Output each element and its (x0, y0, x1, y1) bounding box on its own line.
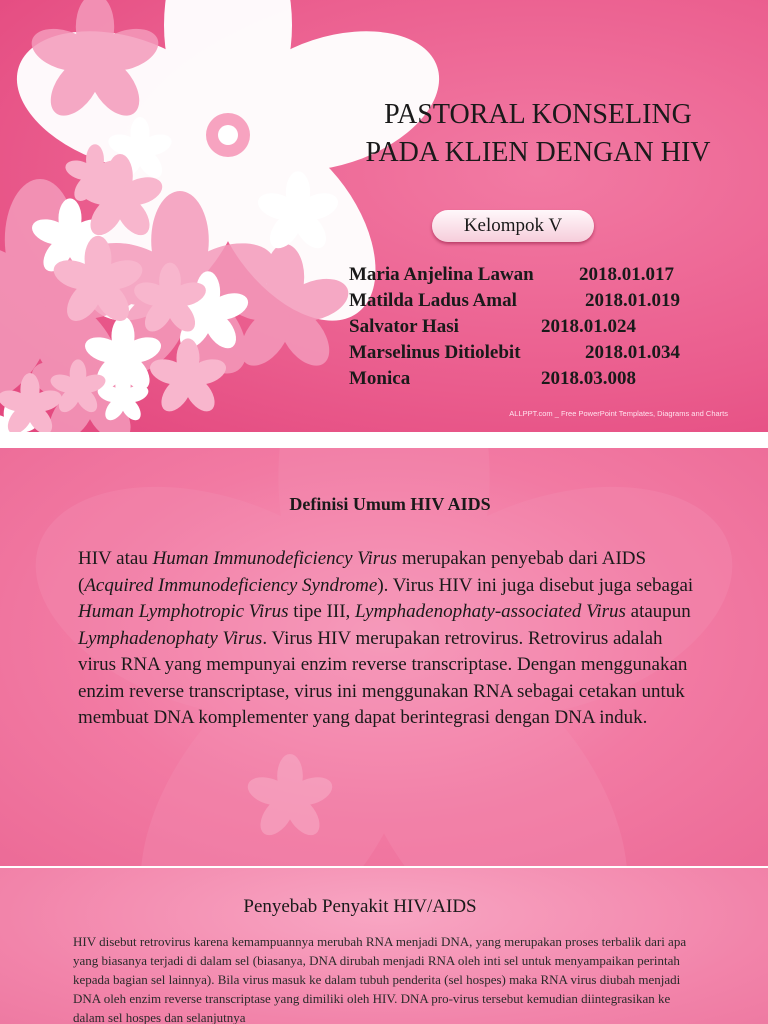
text-run: ( (78, 574, 85, 596)
definition-paragraph (78, 546, 698, 732)
text-run: HIV atau (78, 548, 153, 569)
member-name: Marselinus Ditiolebit (349, 342, 521, 363)
member-name: Monica (349, 368, 411, 389)
group-badge: Kelompok V (432, 210, 594, 242)
member-id: 2018.01.024 (541, 316, 636, 337)
text-run-italic: Acquired Immunodeficiency Syndrome (84, 574, 378, 596)
text-run-italic: Lymphadenophaty-associated Virus (355, 601, 626, 622)
text-run-italic: Lymphadenophaty Virus (78, 627, 263, 649)
slide-gap (0, 432, 768, 448)
text-run: ataupun (625, 601, 691, 622)
slide-heading: Definisi Umum HIV AIDS (289, 494, 491, 514)
member-name: Maria Anjelina Lawan (349, 264, 534, 285)
member-name: Salvator Hasi (349, 316, 459, 337)
title-slide (0, 0, 768, 432)
member-name: Matilda Ladus Amal (349, 290, 517, 311)
template-footer: ALLPPT.com _ Free PowerPoint Templates, Diagrams and Charts (509, 409, 728, 418)
cause-paragraph: HIV disebut retrovirus karena kemampuannya merubah RNA menjadi DNA, yang merupakan proses terbalik dari apa yang biasanya terjadi di dalam sel (biasanya, DNA dirubah menjadi RNA oleh inti sel untuk menyampaikan perintah kepada bagian sel lainnya). Bila virus masuk ke dalam tubuh penderita (sel hospes) maka RNA virus diubah menjadi DNA oleh enzim reverse transcriptase yang dimiliki oleh HIV. DNA pro-virus tersebut kemudian diintegrasikan ke dalam sel hospes dan selanjutnya (73, 934, 687, 1024)
text-run-italic: Human Lymphotropic Virus (78, 601, 289, 622)
member-id: 2018.01.017 (579, 264, 674, 285)
text-run: tipe III, (288, 601, 356, 622)
slide-title (332, 96, 744, 172)
title-line-2: PADA KLIEN DENGAN HIV (365, 137, 711, 168)
definition-slide (0, 448, 768, 866)
slide-heading: Penyebab Penyakit HIV/AIDS (243, 896, 477, 917)
member-id: 2018.03.008 (541, 368, 636, 389)
cause-slide (0, 868, 768, 1024)
text-run: merupakan penyebab dari AIDS (397, 548, 647, 569)
member-id: 2018.01.034 (585, 342, 680, 363)
title-line-1: PASTORAL KONSELING (384, 99, 692, 130)
text-run-italic: Human Immunodeficiency Virus (152, 548, 398, 569)
member-id: 2018.01.019 (585, 290, 680, 311)
text-run: ). Virus HIV ini juga disebut juga sebagai (377, 574, 694, 596)
text-run: . Virus HIV merupakan retrovirus. Retrovirus adalah virus RNA yang mempunyai enzim reverse transcriptase. Dengan menggunakan enzim reverse transcriptase, virus ini menggunakan RNA sebagai cetakan untuk membuat DNA komplementer yang dapat berintegrasi dengan DNA induk. (78, 627, 688, 728)
